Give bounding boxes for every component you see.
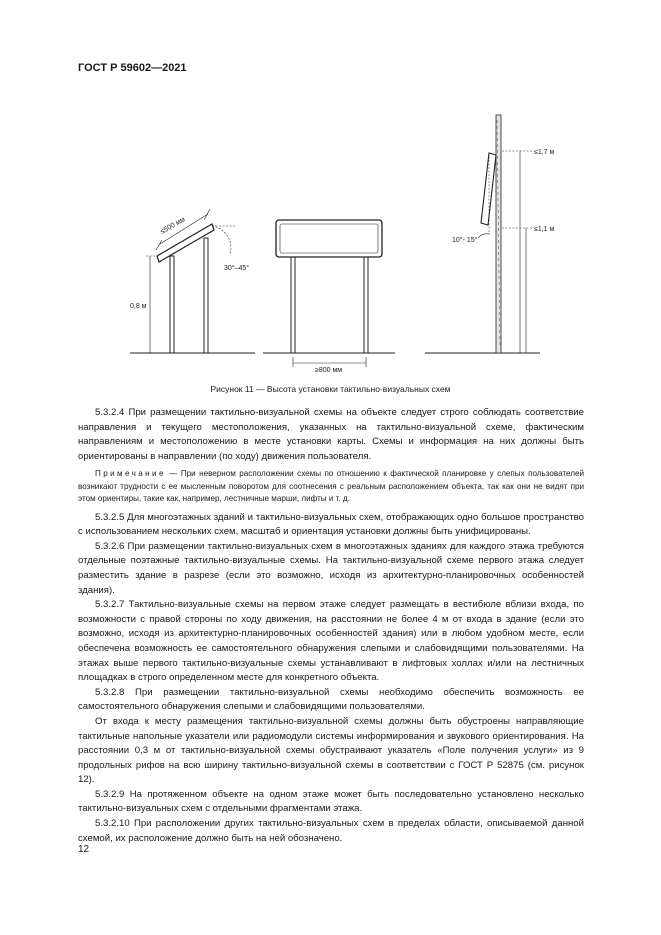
document-header: ГОСТ Р 59602—2021 — [78, 62, 187, 74]
leg-spacing-label: ≥800 мм — [315, 367, 343, 374]
note-label: Примечание — [95, 469, 166, 479]
paragraph-5-3-2-9: 5.3.2.9 На протяженном объекте на одном этаже может быть последовательно установлено несколько тактильно-визуальных схем с отдельными фрагментами этажа. — [78, 788, 584, 815]
front-view-drawing — [263, 220, 395, 367]
tilt-angle-label: 30°–45° — [224, 265, 250, 272]
paragraph-5-3-2-4: 5.3.2.4 При размещении тактильно-визуальной схемы на объекте следует строго соблюдать соответствие направления и текущего местоположения, указанных на тактильно-визуальной схеме, фактическим направлениям и местоположению в месте установки карты. Схемы и информация на них должны быть ориентированы в направлении (по ходу) движения пользователя. — [78, 407, 584, 462]
paragraph-5-3-2-10: 5.3.2.10 При расположении других тактильно-визуальных схем в пределах области, описываемой данной схемой, их расположение должно быть на ней обозначено. — [78, 818, 584, 844]
paragraph-5-3-2-6: 5.3.2.6 При размещении тактильно-визуальных схем в многоэтажных зданиях для каждого этажа требуются отдельные поэтажные тактильно-визуальные схемы. На тактильно-визуальной схеме первого этажа следует разместить здание в разрезе (если это возможно, исходя из архитектурно-планировочных особенностей здания). — [78, 540, 584, 596]
wall-mount-drawing — [425, 115, 540, 353]
lower-height-label: ≤1,1 м — [534, 226, 555, 233]
upper-height-label: ≤1,7 м — [534, 149, 555, 156]
stand-height-label: 0,8 м — [130, 303, 147, 310]
figure-caption: Рисунок 11 — Высота установки тактильно-визуальных схем — [210, 384, 451, 394]
note-text: — При неверном расположении схемы по отношению к фактической планировке у слепых пользователей возникают трудности с ее мысленным поворотом для соотнесения с реальным расположением объекта, так как они не видят при этом ориентиры, такие как, например, лестничные марши, лифты и т. д. — [78, 469, 584, 504]
page-number: 12 — [78, 844, 90, 855]
paragraph-entrance-guidance: От входа к месту размещения тактильно-визуальной схемы должны быть обустроены направляющие тактильные напольные указатели или радиомодули системы информирования и звукового ориентирования. На расстоянии 0,3 м от тактильно-визуальной схемы обустраивают указатель «Поле получения услуги» из 9 продольных рифов на всю ширину тактильно-визуальной схемы в соответствии с ГОСТ Р 52875 (см. рисунок 12). — [78, 715, 584, 786]
sign-tilt-label: 10°- 15° — [452, 237, 478, 244]
paragraph-5-3-2-5: 5.3.2.5 Для многоэтажных зданий и тактильно-визуальных схем, отображающих одно большое пространство с использованием нескольких схем, масштаб и ориентация установки должны быть унифицированы. — [78, 511, 584, 538]
installation-height-figure — [100, 110, 580, 380]
panel-width-label: ≤500 мм — [159, 216, 187, 236]
paragraph-5-3-2-7: 5.3.2.7 Тактильно-визуальные схемы на первом этаже следует размещать в вестибюле вблизи входа, по возможности с правой стороны по ходу движения, на расстоянии не более 4 м от входа в здание (если это возможно, исходя из архитектурно-планировочных особенностей здания) или в любом удобном месте, если обеспечена возможность ее самостоятельного обнаружения слепыми и слабовидящими пользователями. На этажах выше первого тактильно-визуальные схемы устанавливают в лифтовых холлах и/или на лестничных площадках в строго определенном месте для конкретного объекта. — [78, 599, 584, 684]
note — [78, 468, 584, 505]
inclined-stand-drawing — [130, 209, 255, 353]
document-body — [78, 406, 584, 846]
paragraph-5-3-2-8: 5.3.2.8 При размещении тактильно-визуальной схемы необходимо обеспечить возможность ее самостоятельного обнаружения слепыми и слабовидящими пользователями. — [78, 686, 584, 713]
